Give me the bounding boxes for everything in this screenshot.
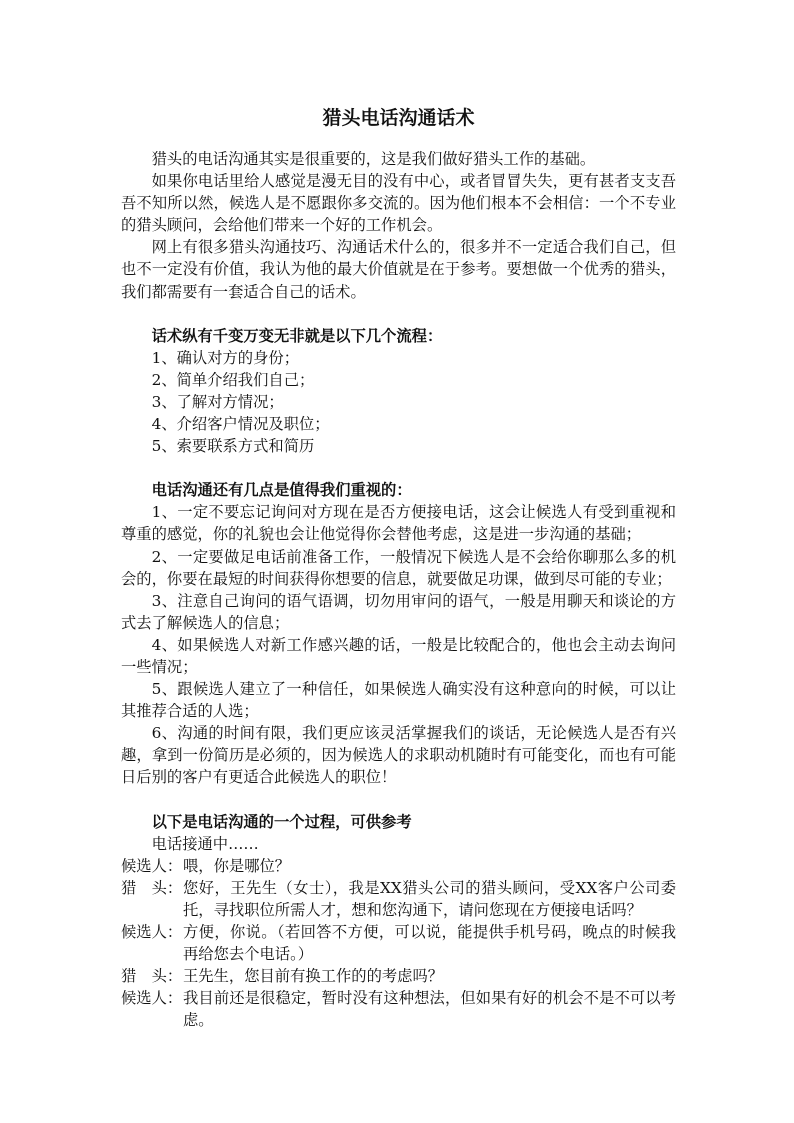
- utterance: 您好，王先生（女士），我是XX猎头公司的猎头顾问，受XX客户公司委托，寻找职位所需人才，想和您沟通下，请问您现在方便接电话吗？: [183, 878, 676, 919]
- speaker: 猎 头：: [121, 878, 183, 897]
- flow-item: 1、确认对方的身份；: [151, 348, 299, 367]
- utterance: 王先生，您目前有换工作的的考虑吗？: [183, 967, 444, 986]
- dialogue-line: [121, 921, 676, 965]
- points-heading: 电话沟通还有几点是值得我们重视的：: [151, 481, 412, 500]
- intro-paragraph: 猎头的电话沟通其实是很重要的，这是我们做好猎头工作的基础。: [151, 150, 596, 168]
- utterance: 喂，你是哪位？: [183, 856, 291, 875]
- intro-paragraph: 网上有很多猎头沟通技巧、沟通话术什么的，很多并不一定适合我们自己，但也不一定没有价值，我认为他的最大价值就是在于参考。要想做一个优秀的猎头，我们都需要有一套适合自己的话术。: [121, 238, 676, 301]
- point-item: 1、一定不要忘记询问对方现在是否方便接电话，这会让候选人有受到重视和尊重的感觉，你的礼貌也会让他觉得你会替他考虑，这是进一步沟通的基础；: [121, 503, 676, 544]
- intro-paragraph: 如果你电话里给人感觉是漫无目的没有中心，或者冒冒失失，更有甚者支支吾吾不知所以然，候选人是不愿跟你多交流的。因为他们根本不会相信：一个不专业的猎头顾问，会给他们带来一个好的工作机会。: [121, 172, 676, 235]
- dialogue-line: [121, 877, 676, 921]
- spacer: [121, 303, 676, 325]
- spacer: [121, 457, 676, 479]
- point-item: 4、如果候选人对新工作感兴趣的话，一般是比较配合的，他也会主动去询问一些情况；: [121, 635, 676, 676]
- point-item: 2、一定要做足电话前准备工作，一般情况下候选人是不会给你聊那么多的机会的，你要在最短的时间获得你想要的信息，就要做足功课，做到尽可能的专业；: [121, 547, 676, 588]
- point-item: 3、注意自己询问的语气语调，切勿用审问的语气，一般是用聊天和谈论的方式去了解候选人的信息；: [121, 591, 676, 632]
- flow-item: 2、简单介绍我们自己；: [151, 370, 315, 389]
- utterance: 我目前还是很稳定，暂时没有这种想法，但如果有好的机会不是不可以考虑。: [183, 989, 676, 1030]
- spacer: [121, 789, 676, 811]
- point-item: 5、跟候选人建立了一种信任，如果候选人确实没有这种意向的时候，可以让其推荐合适的人选；: [121, 680, 676, 721]
- flow-item: 4、介绍客户情况及职位；: [151, 415, 330, 434]
- dialogue-heading: 以下是电话沟通的一个过程，可供参考: [151, 812, 412, 831]
- dialogue-line: [121, 965, 676, 987]
- dialogue-line: [121, 987, 676, 1031]
- point-item: 6、沟通的时间有限，我们更应该灵活掌握我们的谈话，无论候选人是否有兴趣，拿到一份简历是必须的，因为候选人的求职动机随时有可能变化，而也有可能日后别的客户有更适合此候选人的职位！: [121, 724, 676, 787]
- dialogue-start: 电话接通中……: [151, 834, 259, 853]
- utterance: 方便，你说。（若回答不方便，可以说，能提供手机号码，晚点的时候我再给您去个电话。）: [183, 923, 676, 964]
- speaker: 候选人：: [121, 989, 183, 1008]
- document-title: 猎头电话沟通话术: [322, 107, 475, 129]
- document-page: [121, 104, 676, 1031]
- speaker: 猎 头：: [121, 967, 183, 986]
- speaker: 候选人：: [121, 856, 183, 875]
- dialogue-line: [121, 855, 676, 877]
- flow-item: 5、索要联系方式和简历: [151, 437, 315, 456]
- flow-heading: 话术纵有千变万变无非就是以下几个流程：: [151, 326, 443, 345]
- speaker: 候选人：: [121, 923, 183, 941]
- flow-item: 3、了解对方情况；: [151, 392, 284, 411]
